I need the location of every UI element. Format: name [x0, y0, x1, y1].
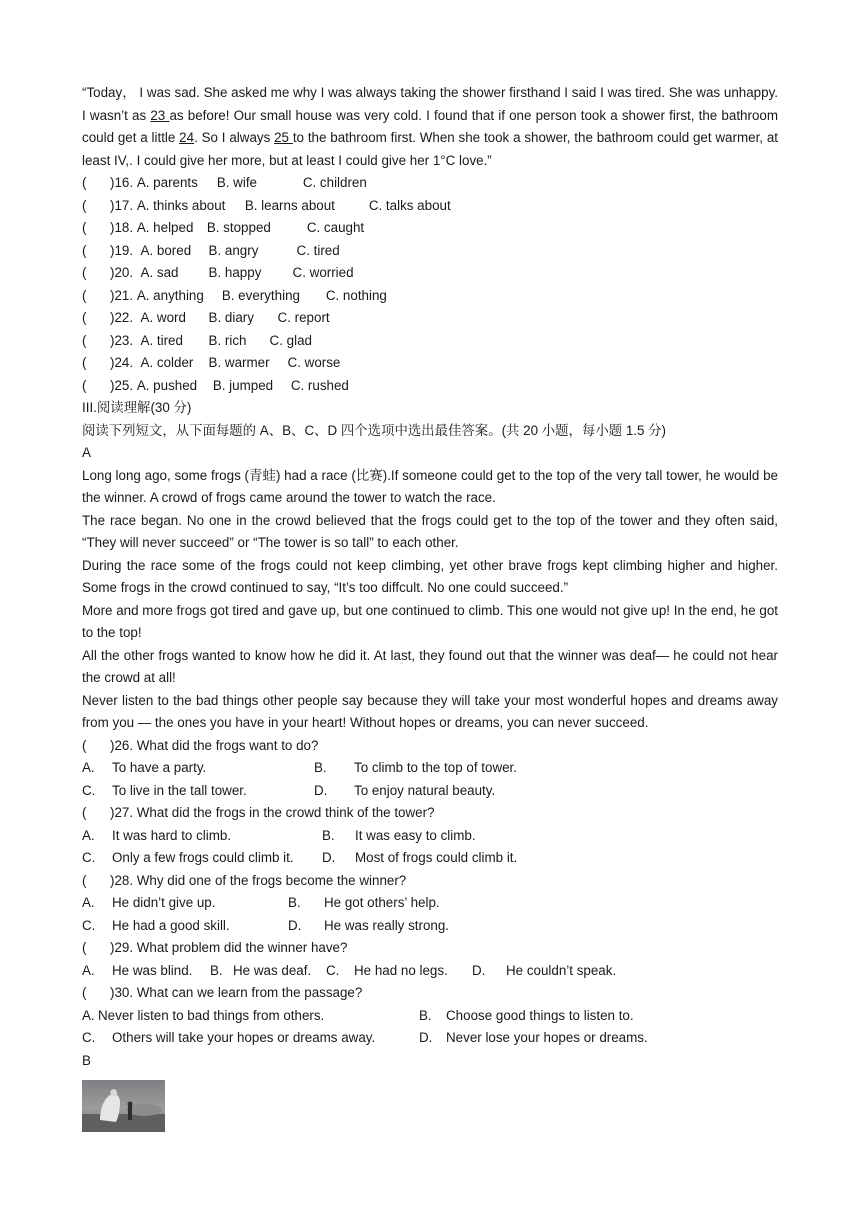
cloze-row-21: ( )21. A. anything B. everything C. nothing — [82, 287, 387, 303]
option-a: A. Never listen to bad things from others. — [82, 1007, 325, 1023]
question-28 — [82, 870, 778, 938]
cloze-row-25: ( )25. A. pushed B. jumped C. rushed — [82, 377, 349, 393]
option-c: C. Only a few frogs could climb it. — [82, 850, 294, 865]
question-29 — [82, 937, 778, 982]
cloze-row-23: ( )23. A. tired B. rich C. glad — [82, 332, 312, 348]
question-stem: ( )30. What can we learn from the passage? — [82, 985, 363, 1000]
photo-thumbnail-icon — [82, 1080, 165, 1132]
question-stem: ( )29. What problem did the winner have? — [82, 940, 348, 955]
passage-a-paragraph: During the race some of the frogs could not keep climbing, yet other brave frogs kept climbing higher and higher. Some frogs in the crowd continued to say, “It’s too diffcult. No one could succeed.” — [82, 557, 778, 595]
intro-text-1: “Today， I was sad. She asked me why I was always taking the shower firsthand I said I was tired. She was unhappy. I wasn’t as — [82, 85, 778, 123]
intro-text-4: to the bathroom first. When she took a shower, the bathroom could get warmer, at least IV,. I could give her more, but at least I could give her 1°C love.” — [82, 130, 778, 168]
option-b: B. It was easy to climb. — [322, 827, 476, 843]
options-row: A. He was blind. B. He was deaf. C. He had no legs. D. He couldn’t speak. — [82, 960, 778, 983]
passage-a-paragraph: Never listen to the bad things other people say because they will take your most wonderful hopes and dreams away from you — the ones you have in your heart! Without hopes or dreams, you can never succeed. — [82, 692, 778, 730]
cloze-row-19: ( )19. A. bored B. angry C. tired — [82, 242, 340, 258]
question-27 — [82, 802, 778, 870]
option-a: A. — [82, 962, 95, 978]
question-stem: ( )28. Why did one of the frogs become the winner? — [82, 872, 407, 888]
cloze-questions — [82, 172, 778, 397]
question-stem: ( )27. What did the frogs in the crowd think of the tower? — [82, 805, 435, 820]
intro-paragraph — [82, 82, 778, 172]
question-stem: ( )26. What did the frogs want to do? — [82, 737, 319, 753]
cloze-row-24: ( )24. A. colder B. warmer C. worse — [82, 355, 341, 370]
cloze-row-17: ( )17. A. thinks about B. learns about C. talks about — [82, 197, 451, 213]
option-b: B. He got others’ help. — [288, 895, 440, 910]
intro-text-2: as before! Our small house was very cold. I found that if one person took a shower first, the bathroom could get a little — [82, 107, 778, 145]
passage-a-paragraph: Long long ago, some frogs (青蛙) had a race (比赛).If someone could get to the top of the very tall tower, he would be the winner. A crowd of frogs came around the tower to watch the race. — [82, 467, 778, 505]
option-a: A. To have a party. — [82, 760, 207, 775]
cloze-row-16: ( )16. A. parents B. wife C. children — [82, 175, 367, 190]
option-b: B. To climb to the top of tower. — [314, 760, 518, 775]
document-page — [82, 82, 778, 1132]
option-d: D. Most of frogs could climb it. — [322, 850, 518, 865]
option-c: C. Others will take your hopes or dreams away. — [82, 1030, 376, 1045]
blank-25: 25 — [274, 130, 293, 145]
cloze-row-18: ( )18. A. helped B. stopped C. caught — [82, 220, 365, 235]
option-d: D. Never lose your hopes or dreams. — [419, 1030, 648, 1045]
passage-a-paragraph: More and more frogs got tired and gave up, but one continued to climb. This one would not give up! In the end, he got to the top! — [82, 602, 778, 640]
cloze-row-22: ( )22. A. word B. diary C. report — [82, 310, 330, 325]
option-b: B. — [210, 962, 223, 978]
option-c: C. He had a good skill. — [82, 917, 230, 933]
passage-a-paragraph: All the other frogs wanted to know how he did it. At last, they found out that the winner was deaf— he could not hear the crowd at all! — [82, 647, 778, 685]
option-d: D. To enjoy natural beauty. — [314, 782, 496, 798]
option-c: C. — [326, 962, 340, 978]
section-instruction: 阅读下列短文，从下面每题的 A、B、C、D 四个选项中选出最佳答案。(共 20 小题，每小题 1.5 分) — [82, 422, 667, 438]
question-30 — [82, 982, 778, 1050]
blank-23: 23 — [150, 107, 170, 123]
passage-a — [82, 465, 778, 735]
passage-a-paragraph: The race began. No one in the crowd believed that the frogs could get to the top of the tower and they often said, “They will never succeed” or “The tower is so tall” to each other. — [82, 512, 778, 550]
passage-a-label: A — [82, 445, 91, 460]
option-d: D. He was really strong. — [288, 917, 450, 933]
section-title: III.阅读理解(30 分) — [82, 400, 192, 415]
option-b: B. Choose good things to listen to. — [419, 1007, 634, 1023]
option-a: A. It was hard to climb. — [82, 827, 232, 843]
intro-text-3: . So I always — [194, 130, 275, 145]
blank-24: 24 — [179, 130, 195, 145]
option-d: D. — [472, 962, 486, 978]
option-c: C. To live in the tall tower. — [82, 782, 247, 798]
option-a: A. He didn’t give up. — [82, 895, 216, 910]
question-26 — [82, 735, 778, 803]
passage-b-label: B — [82, 1052, 91, 1068]
cloze-row-20: ( )20. A. sad B. happy C. worried — [82, 265, 354, 280]
